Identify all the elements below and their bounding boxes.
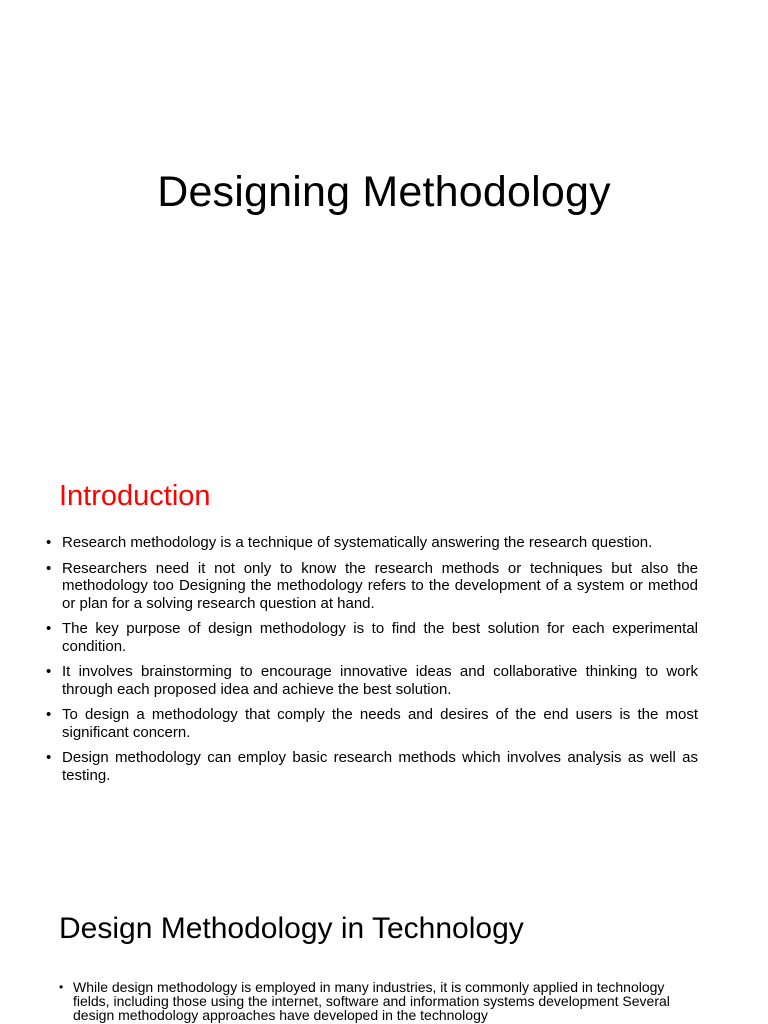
- bullet-text: Researchers need it not only to know the research methods or techniques but also the methodology too Designing the methodology refers to the development of a system or method or plan for a solving research question at hand.: [62, 559, 698, 612]
- slide-design-methodology-technology: [0, 864, 768, 1024]
- bullet-icon: •: [46, 749, 52, 766]
- introduction-heading: Introduction: [59, 480, 211, 512]
- bullet-item: [46, 560, 698, 613]
- bullet-icon: •: [46, 706, 52, 723]
- slide-title: [0, 0, 768, 432]
- bullet-icon: •: [46, 620, 52, 637]
- bullet-item: [46, 663, 698, 698]
- presentation-title: Designing Methodology: [157, 168, 611, 216]
- bullet-item: [46, 534, 698, 552]
- bullet-icon: •: [46, 663, 52, 680]
- bullet-text: Design methodology can employ basic research methods which involves analysis as well as testing.: [62, 749, 698, 784]
- bullet-item: [46, 706, 698, 741]
- technology-bullet-list: [59, 980, 699, 1022]
- bullet-text: It involves brainstorming to encourage innovative ideas and collaborative thinking to work through each proposed idea and achieve the best solution.: [62, 663, 698, 698]
- technology-heading: Design Methodology in Technology: [59, 912, 524, 945]
- bullet-item: [59, 980, 699, 1022]
- bullet-text: While design methodology is employed in many industries, it is commonly applied in technology fields, including those using the internet, software and information systems development Several design methodology approaches have developed in the technology: [73, 979, 670, 1023]
- bullet-item: [46, 620, 698, 655]
- slide-introduction: [0, 432, 768, 864]
- bullet-text: Research methodology is a technique of systematically answering the research question.: [62, 534, 653, 551]
- introduction-bullet-list: [46, 534, 698, 792]
- bullet-text: To design a methodology that comply the needs and desires of the end users is the most significant concern.: [62, 706, 698, 741]
- bullet-item: [46, 749, 698, 784]
- bullet-icon: •: [46, 534, 52, 551]
- bullet-icon: •: [59, 980, 64, 994]
- bullet-icon: •: [46, 559, 52, 577]
- bullet-text: The key purpose of design methodology is to find the best solution for each experimental condition.: [62, 620, 698, 655]
